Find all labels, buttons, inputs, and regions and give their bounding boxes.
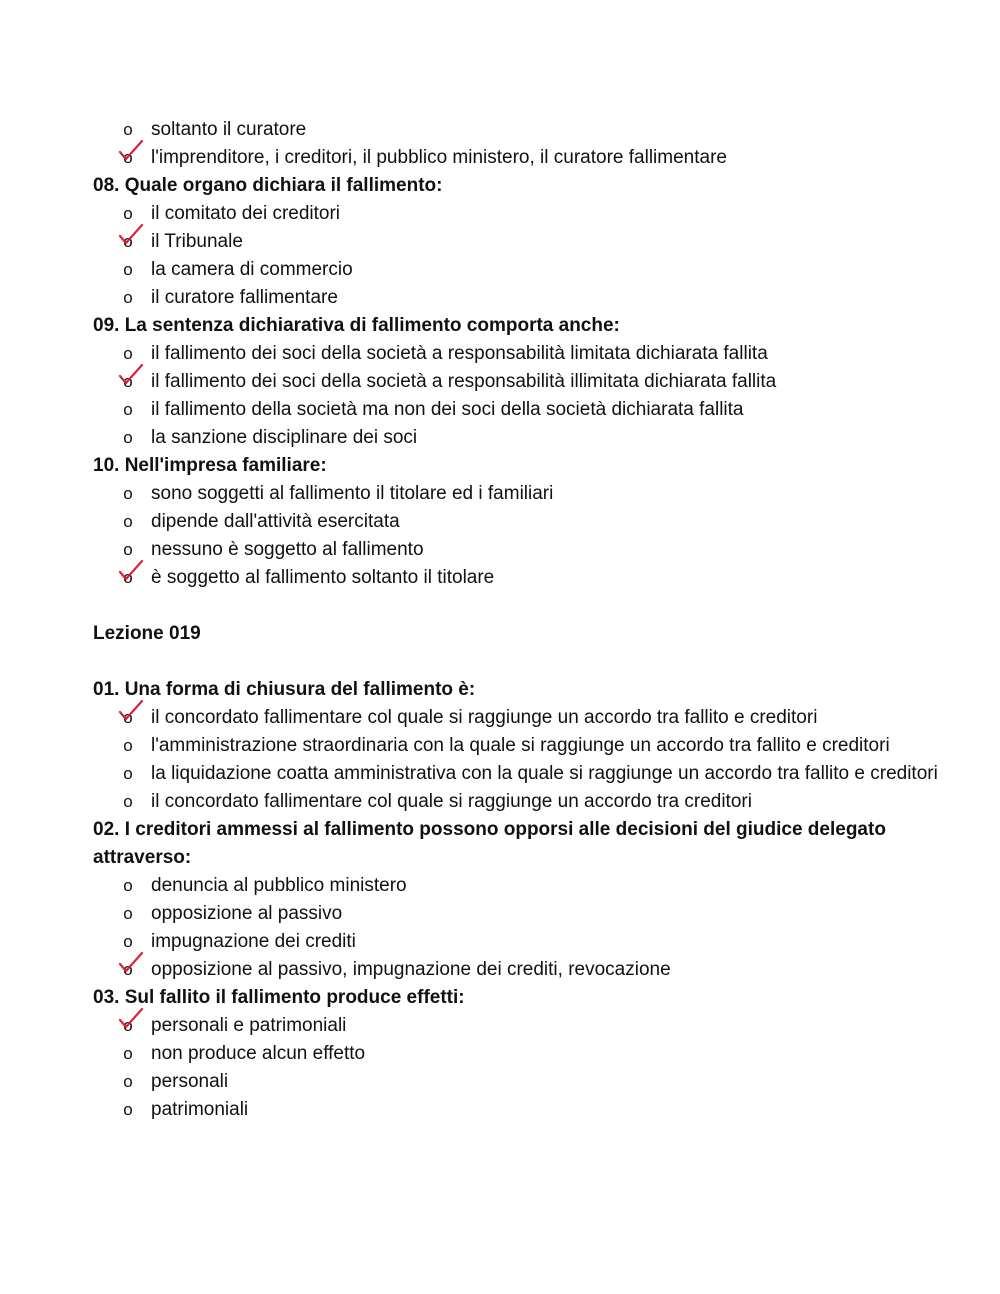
answer-options <box>93 1012 973 1124</box>
question-block <box>93 452 973 592</box>
answer-text: dipende dall'attività esercitata <box>151 511 400 532</box>
answer-text: il fallimento dei soci della società a responsabilità illimitata dichiarata fallita <box>151 371 777 392</box>
answer-text: l'amministrazione straordinaria con la quale si raggiunge un accordo tra fallito e creditori <box>151 735 890 756</box>
answer-text: opposizione al passivo, impugnazione dei crediti, revocazione <box>151 959 671 980</box>
answer-option <box>93 284 973 312</box>
bullet-icon: o <box>123 512 133 531</box>
answer-text: patrimoniali <box>151 1099 249 1120</box>
answer-text: il curatore fallimentare <box>151 287 338 308</box>
answer-text: personali <box>151 1071 229 1092</box>
answer-text: è soggetto al fallimento soltanto il titolare <box>151 567 495 588</box>
question-group-lesson-019 <box>93 676 973 1124</box>
bullet-icon: o <box>123 1072 133 1091</box>
answer-option-correct <box>93 1012 973 1040</box>
answer-text: opposizione al passivo <box>151 903 343 924</box>
bullet-icon: o <box>123 428 133 447</box>
question-title: 10. Nell'impresa familiare: <box>93 455 327 476</box>
bullet-icon: o <box>123 792 133 811</box>
question-title: 01. Una forma di chiusura del fallimento è: <box>93 679 476 700</box>
bullet-icon: o <box>123 288 133 307</box>
answer-options <box>93 480 973 592</box>
answer-option <box>93 1096 973 1124</box>
checkmark-icon <box>118 138 146 166</box>
checkmark-icon <box>118 362 146 390</box>
checkmark-icon <box>118 950 146 978</box>
question-block <box>93 172 973 312</box>
checkmark-icon <box>118 558 146 586</box>
answer-option-correct <box>93 368 973 396</box>
bullet-icon: o <box>123 736 133 755</box>
answer-text: la camera di commercio <box>151 259 353 280</box>
answer-option <box>93 788 973 816</box>
answer-text: la liquidazione coatta amministrativa con la quale si raggiunge un accordo tra fallito e creditori <box>151 763 938 784</box>
answer-options <box>93 200 973 312</box>
lesson-heading: Lezione 019 <box>93 623 201 644</box>
bullet-icon: o <box>123 876 133 895</box>
question-block <box>93 312 973 452</box>
checkmark-icon <box>118 698 146 726</box>
bullet-icon: o <box>123 904 133 923</box>
answer-options <box>93 704 973 816</box>
answer-option <box>93 116 973 144</box>
answer-option <box>93 872 973 900</box>
answer-text: il Tribunale <box>151 231 243 252</box>
answer-text: il comitato dei creditori <box>151 203 341 224</box>
answer-option <box>93 928 973 956</box>
answer-text: la sanzione disciplinare dei soci <box>151 427 418 448</box>
question-title: 08. Quale organo dichiara il fallimento: <box>93 175 443 196</box>
answer-option <box>93 480 973 508</box>
answer-option <box>93 536 973 564</box>
bullet-icon: o <box>123 204 133 223</box>
answer-text: soltanto il curatore <box>151 119 307 140</box>
answer-text: nessuno è soggetto al fallimento <box>151 539 424 560</box>
question-block <box>93 676 973 816</box>
answer-option-correct <box>93 704 973 732</box>
answer-option <box>93 1068 973 1096</box>
answer-text: denuncia al pubblico ministero <box>151 875 407 896</box>
answer-text: il fallimento dei soci della società a responsabilità limitata dichiarata fallita <box>151 343 768 364</box>
bullet-icon: o <box>123 1016 133 1035</box>
answer-option-correct <box>93 564 973 592</box>
answer-option <box>93 396 973 424</box>
answer-option <box>93 508 973 536</box>
answer-option <box>93 200 973 228</box>
bullet-icon: o <box>123 1044 133 1063</box>
question-group-previous-lesson <box>93 172 973 592</box>
bullet-icon: o <box>123 568 133 587</box>
question-block <box>93 816 973 984</box>
question-block <box>93 984 973 1124</box>
answer-option <box>93 900 973 928</box>
answer-option-correct <box>93 228 973 256</box>
question-title: 09. La sentenza dichiarativa di fallimento comporta anche: <box>93 315 620 336</box>
bullet-icon: o <box>123 232 133 251</box>
answer-text: il concordato fallimentare col quale si raggiunge un accordo tra fallito e creditori <box>151 707 818 728</box>
bullet-icon: o <box>123 1100 133 1119</box>
answer-option <box>93 760 973 788</box>
answer-text: il fallimento della società ma non dei soci della società dichiarata fallita <box>151 399 744 420</box>
answer-text: personali e patrimoniali <box>151 1015 347 1036</box>
checkmark-icon <box>118 1006 146 1034</box>
question-title: 03. Sul fallito il fallimento produce effetti: <box>93 987 465 1008</box>
question-title: 02. I creditori ammessi al fallimento possono opporsi alle decisioni del giudice delegato attraverso: <box>93 819 886 868</box>
document-page <box>93 116 973 1124</box>
answer-option <box>93 424 973 452</box>
bullet-icon: o <box>123 484 133 503</box>
answer-options <box>93 872 973 984</box>
answer-text: impugnazione dei crediti <box>151 931 356 952</box>
bullet-icon: o <box>123 764 133 783</box>
bullet-icon: o <box>123 708 133 727</box>
answer-text: il concordato fallimentare col quale si raggiunge un accordo tra creditori <box>151 791 752 812</box>
answer-text: l'imprenditore, i creditori, il pubblico ministero, il curatore fallimentare <box>151 147 727 168</box>
answer-option-correct <box>93 144 973 172</box>
continued-option-list <box>93 116 973 172</box>
bullet-icon: o <box>123 260 133 279</box>
bullet-icon: o <box>123 400 133 419</box>
answer-text: non produce alcun effetto <box>151 1043 366 1064</box>
answer-option <box>93 256 973 284</box>
bullet-icon: o <box>123 120 133 139</box>
bullet-icon: o <box>123 372 133 391</box>
bullet-icon: o <box>123 344 133 363</box>
answer-options <box>93 340 973 452</box>
bullet-icon: o <box>123 148 133 167</box>
bullet-icon: o <box>123 540 133 559</box>
answer-option <box>93 1040 973 1068</box>
answer-option <box>93 340 973 368</box>
answer-text: sono soggetti al fallimento il titolare ed i familiari <box>151 483 554 504</box>
answer-option-correct <box>93 956 973 984</box>
bullet-icon: o <box>123 960 133 979</box>
checkmark-icon <box>118 222 146 250</box>
bullet-icon: o <box>123 932 133 951</box>
answer-option <box>93 732 973 760</box>
